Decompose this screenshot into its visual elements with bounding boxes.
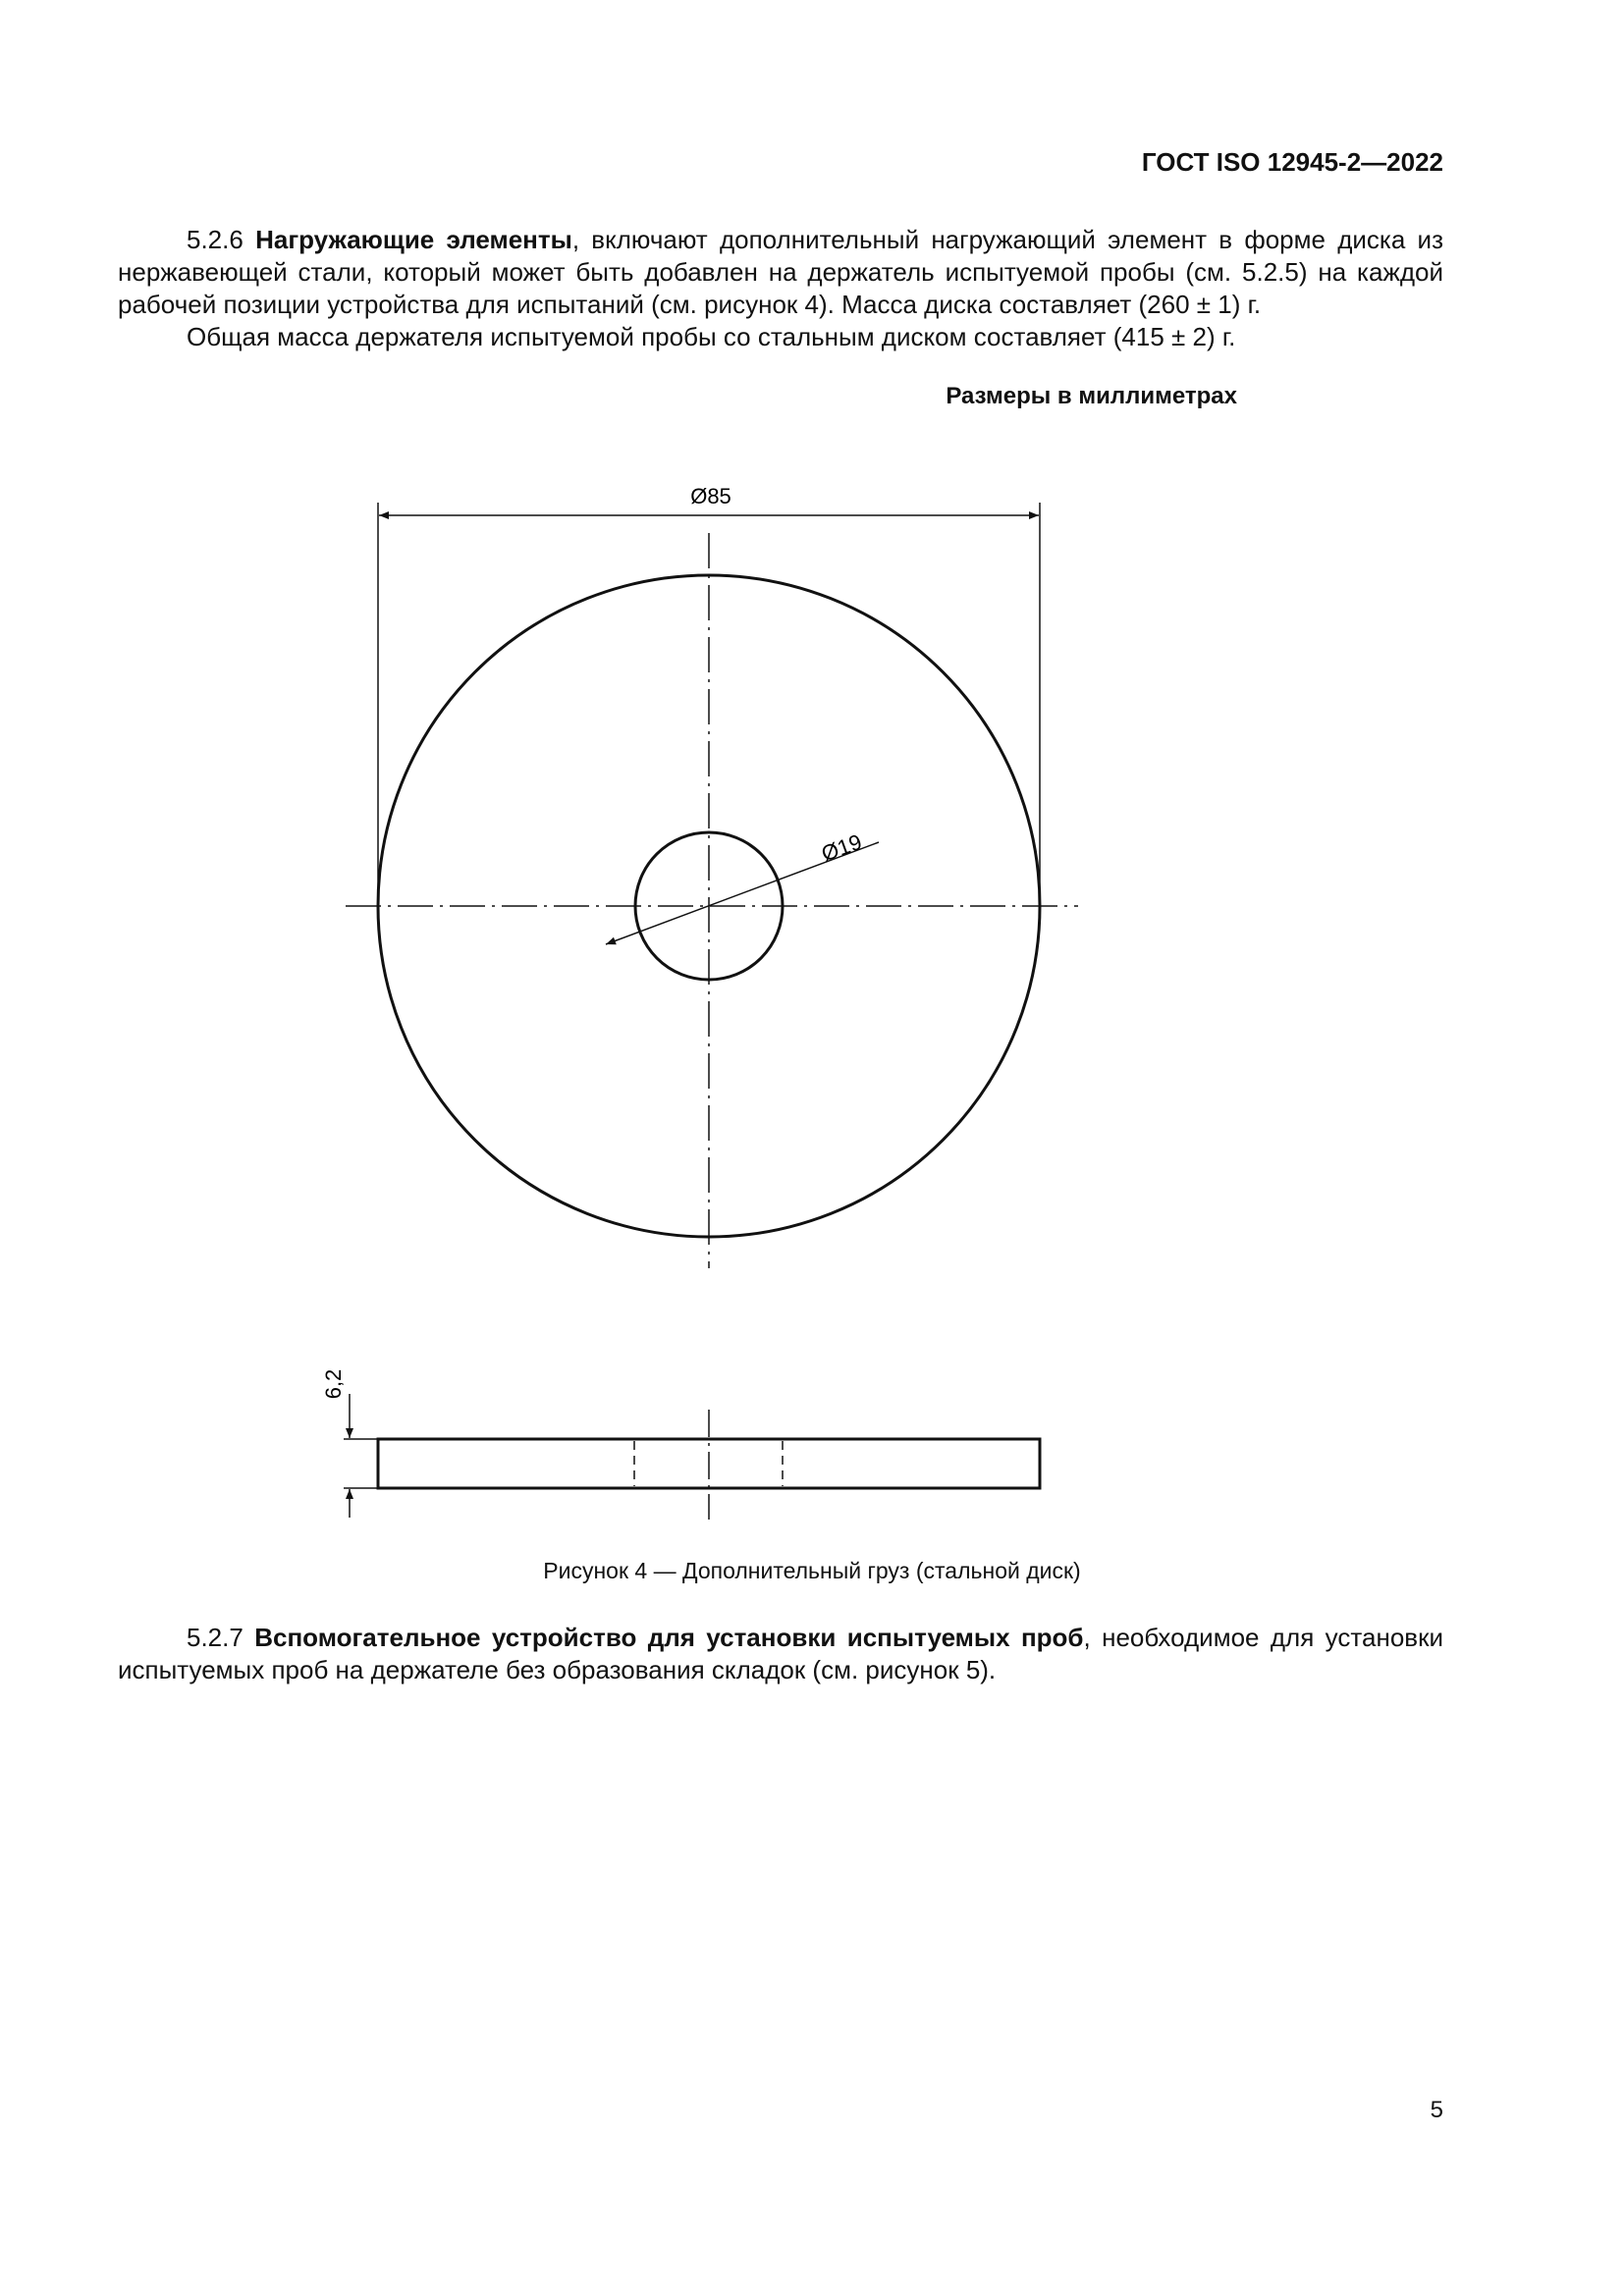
paragraph-5-2-7	[118, 1622, 1443, 1686]
section-5-2-7	[118, 1622, 1443, 1686]
paragraph-5-2-6-mass: Общая масса держателя испытуемой пробы со стальным диском составляет (415 ± 2) г.	[187, 322, 1236, 351]
outer-diameter-label: Ø85	[690, 484, 731, 508]
section-text: , включают дополнительный нагружающий элемент в форме диска из нержавеющей стали, который может быть добавлен на держатель испытуемой пробы (см. 5.2.5) на каждой рабочей позиции устройства для испытаний (см. рисунок 4). Масса диска составляет (260 ± 1) г.	[118, 225, 1443, 319]
section-term: Нагружающие элементы	[255, 225, 572, 254]
document-header: ГОСТ ISO 12945-2—2022	[1141, 147, 1443, 177]
thickness-label: 6,2	[321, 1368, 346, 1400]
section-number: 5.2.6	[187, 225, 244, 254]
inner-diameter-label: Ø19	[818, 828, 865, 867]
section-number: 5.2.7	[187, 1623, 244, 1652]
section-term: Вспомогательное устройство для установки испытуемых проб	[254, 1623, 1084, 1652]
figure-caption: Рисунок 4 — Дополнительный груз (стальной диск)	[543, 1558, 1081, 1583]
section-text: , необходимое для установки испытуемых проб на держателе без образования складок (см. рисунок 5).	[118, 1623, 1443, 1684]
units-note: Размеры в миллиметрах	[946, 383, 1237, 409]
page-number: 5	[1430, 2097, 1443, 2123]
